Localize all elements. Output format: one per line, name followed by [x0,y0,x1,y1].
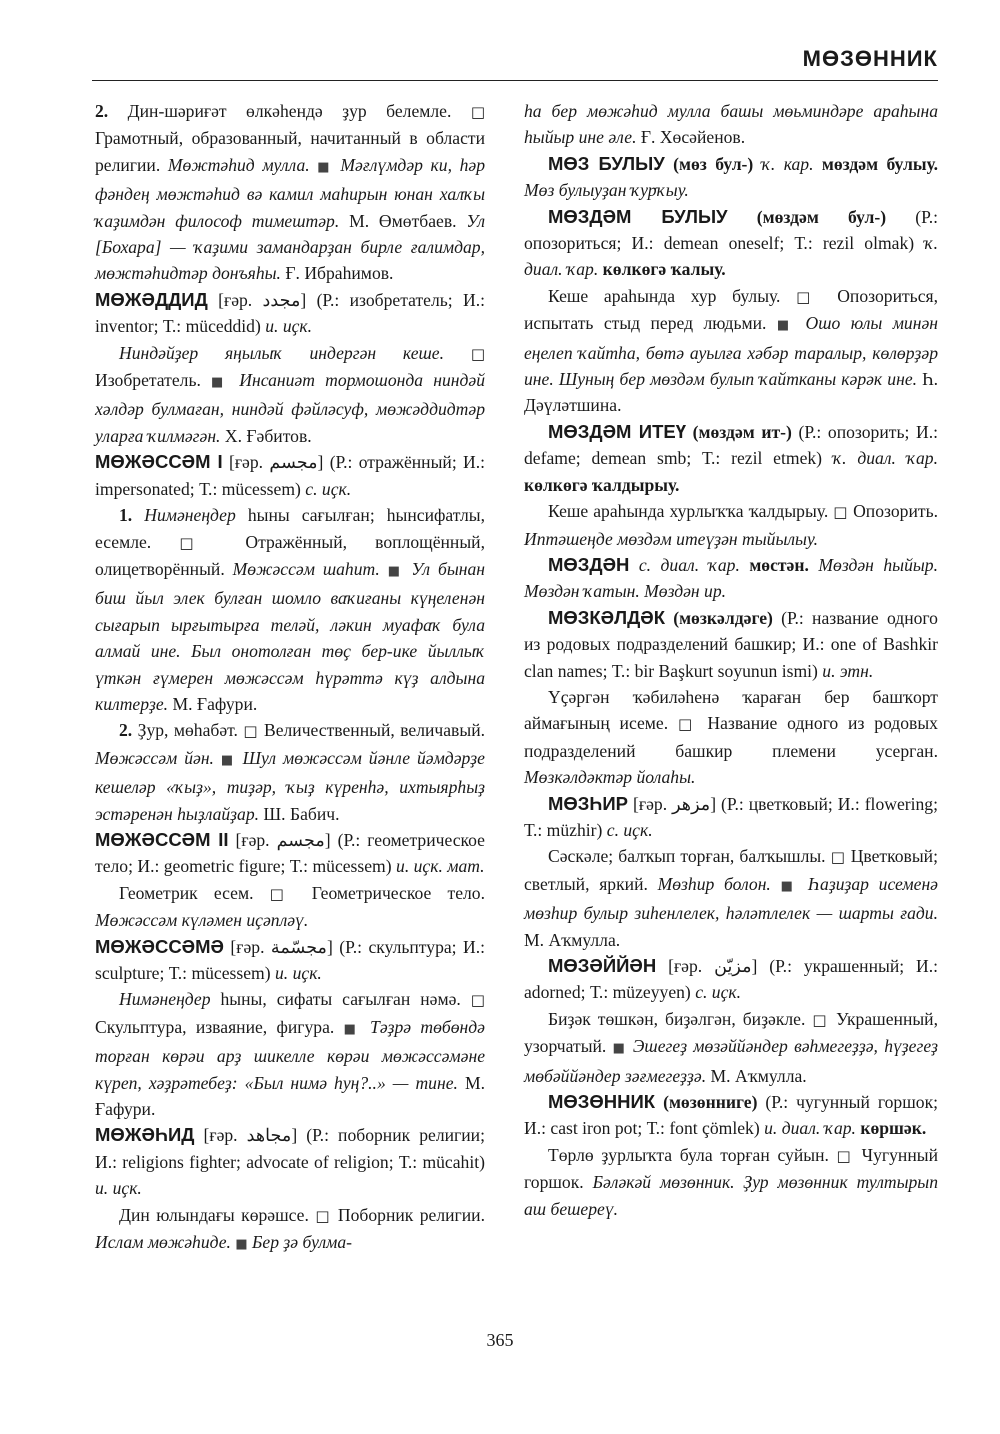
italic-text: Инсаниәт тормошонда ниндәй хәлдәр булмаған, ниндәй фәйләсуф, мөжәддидтәр уларға ҡилмәгән. [95,370,485,446]
italic-text: Мәғлүмдәр ки, һәр фәндең мөжтәһид вә камил маһирын юнан халҡы ҡаҙимдән философ тимештәр. [95,154,485,231]
entry-text: Чугунный горшок. [524,1144,938,1193]
entry-text: Үҫәргән ҡәбиләһенә ҡараған бер башҡорт аймағының исеме. [524,686,938,734]
bold-text: мөстән. [749,554,819,575]
headword: МӨЖӘССӘМ II [95,828,229,850]
dictionary-paragraph [524,843,938,953]
example-marker-icon: ■ [317,159,333,175]
entry-text: Геометрическое тело. [295,882,485,903]
italic-text: Нимәнеңдер [144,505,248,526]
dictionary-paragraph [95,287,485,340]
square-marker-icon: □ [269,884,296,903]
square-marker-icon: □ [677,715,698,734]
entry-text: Ғ. Ибраһимов. [280,263,394,284]
dictionary-paragraph [95,934,485,987]
bold-text: (мөзөнниге) [655,1092,766,1113]
headword: МӨЗДӘМ ИТЕҮ [548,420,687,442]
dictionary-paragraph [524,1006,938,1089]
dictionary-paragraph [95,98,485,287]
italic-text: с. диал. ҡар. [629,554,750,575]
dictionary-paragraph [95,340,485,450]
entry-text: Геометрик есем. [119,882,270,903]
headword: МӨЗДӘМ БУЛЫУ [548,205,728,227]
entry-text: Опозориться, испытать стыд перед людьми. [524,285,939,334]
bold-text: (мөзкәлдәге) [665,607,782,628]
right-column [524,98,938,1222]
entry-text: Грамотный, образованный, начитанный в области религии. [95,128,485,175]
entry-text: М. Өмөтбаев. [339,210,467,231]
example-marker-icon: ■ [780,878,799,894]
entry-text: Ҙур, мөһабәт. [137,720,244,741]
dictionary-paragraph [95,717,485,827]
italic-text: Ислам мөжәһиде. [95,1232,236,1253]
headword: МӨЗҺИР [548,792,629,814]
italic-text: Бер ҙә булма- [247,1232,353,1253]
bold-text: (мөздәм бул-) [727,206,916,227]
square-marker-icon: □ [833,503,849,522]
headword: МӨЖӘССӘМ I [95,451,223,473]
italic-text: с. иҫк. [305,478,352,499]
headword: МӨЖӘҺИД [95,1124,195,1146]
entry-text: М. Ғафури. [168,693,258,714]
italic-text: и. иҫк. [95,1178,142,1199]
entry-text: Цветковый; светлый, яркий. [524,846,938,894]
entry-text: Ш. Бабич. [259,803,340,824]
left-column [95,98,485,1258]
bold-text: 1. [119,505,145,526]
entry-text: М. Аҡмулла. [706,1065,807,1086]
italic-text: ҡ. диал. ҡар. [832,448,939,469]
dictionary-paragraph [95,827,485,880]
headword: МӨЗ БУЛЫУ [548,152,665,174]
italic-text: Мөжәссәм шаһит. [232,558,388,579]
italic-text: Мөз булыуҙан ҡурҡыу. [524,180,689,201]
example-marker-icon: ■ [776,318,796,334]
bold-text: көлкөгә ҡалыу. [602,259,726,280]
headword: МӨЗӘЙЙӘН [548,955,657,976]
dictionary-paragraph [524,1142,938,1222]
dictionary-paragraph [95,502,485,717]
dictionary-paragraph [524,283,938,419]
dictionary-paragraph [524,791,938,844]
dictionary-paragraph [95,986,485,1122]
example-marker-icon: ■ [612,1041,627,1057]
entry-text: (Р.: опозорить; И.: defame; demean smb; Т.: rezil etmek) [524,421,938,469]
italic-text: и. иҫк. мат. [396,856,485,877]
entry-text: Биҙәк төшкән, биҙәлгән, биҙәкле. [548,1008,813,1029]
square-marker-icon: □ [470,344,485,363]
bold-text: 2. [119,720,138,741]
dictionary-paragraph [95,1202,485,1259]
dictionary-paragraph [524,552,938,605]
entry-text: М. Аҡмулла. [524,929,621,950]
entry-text: Сәскәле; балҡып торған, балҡышлы. [548,846,831,867]
entry-text: Дин юлындағы көрәшсе. [119,1204,316,1225]
square-marker-icon: □ [315,1206,332,1225]
dictionary-paragraph [524,605,938,684]
entry-text: Название одного из родовых подразделений башкир племени усерган. [524,713,938,761]
dictionary-paragraph [524,419,938,498]
square-marker-icon: □ [470,103,485,121]
square-marker-icon: □ [836,1146,854,1165]
square-marker-icon: □ [179,533,218,552]
bold-text: көршәк. [860,1118,927,1139]
dictionary-paragraph [95,880,485,934]
italic-text: Мөжтәһид мулла. [167,154,318,175]
entry-text: (Р.: опозориться; И.: demean oneself; Т.: rezil olmak) [524,206,938,254]
square-marker-icon: □ [243,722,259,741]
entry-text: Ғ. Хөсәйенов. [636,127,746,148]
italic-text: и. иҫк. [275,963,322,983]
entry-text: Отражённый, воплощённый, олицетворённый. [95,531,485,579]
dictionary-paragraph [524,953,938,1006]
entry-text: Төрлө ҙурлыҡта була торған суйын. [548,1144,837,1165]
italic-text: Эшегеҙ мөзәййәндер вәһмегеҙҙә, һүҙегеҙ мөбәййәндер зәғмегеҙҙә. [524,1036,938,1086]
italic-text: Мөзкәлдәктәр йолаһы. [524,767,696,788]
square-marker-icon: □ [796,287,822,306]
dictionary-paragraph [524,151,938,204]
italic-text: ҡ. кар. [761,153,822,174]
headword: МӨЗДӘН [548,553,630,575]
dictionary-paragraph [524,98,938,151]
headword: МӨЗКӘЛДӘК [548,606,665,628]
italic-text: Нимәнеңдер [119,989,221,1010]
example-marker-icon: ■ [343,1021,361,1037]
italic-text: Мөзһир болон. [657,873,781,894]
square-marker-icon: □ [830,848,846,867]
italic-text: Бәләкәй мөзөнник. Ҙур мөзөнник тултырып аш бешереү. [524,1172,939,1219]
entry-text: [ғәр. مجدد] (Р.: изобретатель; И.: inventor; Т.: müceddid) [95,289,485,337]
dictionary-paragraph [95,449,485,502]
italic-text: Ул бынан биш йыл элек булған шомло ваҡиғаны күңеленән сығарып ырғытырға теләй, ләкин муафаҡ була алмай ине. Был онотолған төҫ бер-ике йыллыҡ үткән ғүмерен мөжәссәм һүрәттә күҙ алдына килтерҙе. [95,558,485,714]
dictionary-paragraph [524,1089,938,1142]
entry-text: Кеше араһында хурлыҡҡа ҡалдырыу. [548,501,834,522]
italic-text: Иптәшеңде мөздәм итеүҙән тыйылыу. [524,528,819,549]
entry-text: [ғәр. مزيّن] (Р.: украшенный; И.: adorned; Т.: müzeyyen) [524,956,938,1003]
headword: МӨЖӘДДИД [95,288,208,310]
entry-text: (Р.: название одного из родовых подразделений башкир; И.: one of Bashkir clan names; Т.: bir Başkurt soyunun ismi) [524,607,938,681]
italic-text: һа бер мөжәһид мулла башы мөьминдәре араһына һыйыр ине әле. [524,101,938,148]
entry-text: Опозорить. [848,501,938,522]
example-marker-icon: ■ [387,563,404,579]
entry-text: Величественный, величавый. [258,720,486,741]
entry-text: [ғәр. مجسم] (Р.: отражённый; И.: impersonated; Т.: mücessem) [95,452,485,499]
headword: МӨЖӘССӘМӘ [95,935,224,957]
italic-text: Тәҙрә төбөндә торған көрәи арҙ шикелле көрәи мөжәссәмәне күреп, хәҙрәтебеҙ: «Был нимә һуң?..» — тине. [95,1016,485,1093]
square-marker-icon: □ [812,1010,830,1029]
bold-text: 2. [95,101,128,121]
italic-text: Мөжәссәм күләмен иҫәпләү. [95,910,309,931]
entry-text: Скульптура, изваяние, фигура. [95,1016,344,1037]
headword: МӨЗӨННИК [548,1091,656,1113]
entry-text: Изобретатель. [95,370,212,391]
italic-text: и. этн. [822,660,874,681]
page-number: 365 [486,1330,514,1350]
italic-text: Мөжәссәм йән. [95,747,221,768]
entry-text: Дин-шәриғәт өлкәһендә ҙур белемле. [127,101,471,121]
header-rule [92,80,938,81]
entry-text: [ғәр. مجسم] (Р.: геометрическое тело; И.: geometric figure; Т.: mücessem) [95,829,485,877]
italic-text: Һаҙиҙар исеменә мөзһир булыр зиһенлелек, һәләтлелек — шарты ғади. [524,873,938,924]
example-marker-icon: ■ [211,375,230,391]
entry-text: [ғәр. مزهر] (Р.: цветковый; И.: flowering; Т.: müzhir) [524,793,938,840]
bold-text: мөздәм булыу. [821,153,938,174]
entry-text: М. Ғафури. [95,1072,485,1120]
italic-text: Ул [Бохара] — ҡаҙими замандарҙан бирле ғалимдар, мөжтәһидтәр донъяһы. [95,210,486,284]
italic-text: и. иҫк. [265,316,313,337]
dictionary-paragraph [95,1122,485,1201]
italic-text: ҡ. диал. ҡар. [524,233,938,280]
entry-text: һыны сағылған; һынсифатлы, есемле. [95,505,486,552]
bold-text: (мөз бул-) [664,153,762,174]
dictionary-paragraph [524,204,938,283]
example-marker-icon: ■ [220,752,236,768]
italic-text: Шул мөжәссәм йәнле йәмдәрҙе кешеләр «ҡыҙ», тиҙәр, ҡыҙ күренһә, ихтыярһыҙ эстәренән һыҙлайҙар. [95,747,485,824]
running-head: МӨЗӨННИК [802,46,938,71]
bold-text: көлкөгә ҡалдырыу. [524,474,680,495]
entry-text: [ғәр. مجاهد] (Р.: поборник религии; И.: religions fighter; advocate of religion; Т.: mücahit) [95,1125,485,1172]
italic-text: с. иҫк. [695,982,742,1003]
bold-text: (мөздәм ит-) [686,421,799,442]
italic-text: с. иҫк. [606,819,653,840]
italic-text: и. диал. ҡар. [764,1118,861,1139]
entry-text: [ғәр. مجسّمة] (Р.: скульптура; И.: sculpture; Т.: mücessem) [95,936,485,983]
example-marker-icon: ■ [235,1237,248,1253]
entry-text: (Р.: чугунный горшок; И.: cast iron pot; Т.: font çömlek) [524,1092,939,1139]
dictionary-paragraph [524,684,938,791]
entry-text: Украшенный, узорчатый. [524,1008,938,1057]
entry-text: һыны, сифаты сағылған нәмә. [220,989,471,1010]
square-marker-icon: □ [470,991,485,1010]
entry-text: Поборник религии. [331,1204,485,1225]
italic-text: Ниндәйҙер яңылыҡ индергән кеше. [119,342,471,363]
italic-text: Ошо юлы минән еңелеп ҡайтһа, бөтә ауылға хәбәр таралыр, көлөрҙәр ине. Шуның бер мөздәм булып ҡайтканы кәрәк ине. [524,313,938,390]
entry-text: Һ. Дәүләтшина. [524,369,939,416]
italic-text: Мөздән һыйыр. Мөздән ҡатын. Мөздән ир. [524,554,938,602]
entry-text: Кеше араһында хур булыу. [548,285,797,306]
dictionary-paragraph [524,498,938,552]
entry-text: Х. Ғәбитов. [220,425,312,446]
